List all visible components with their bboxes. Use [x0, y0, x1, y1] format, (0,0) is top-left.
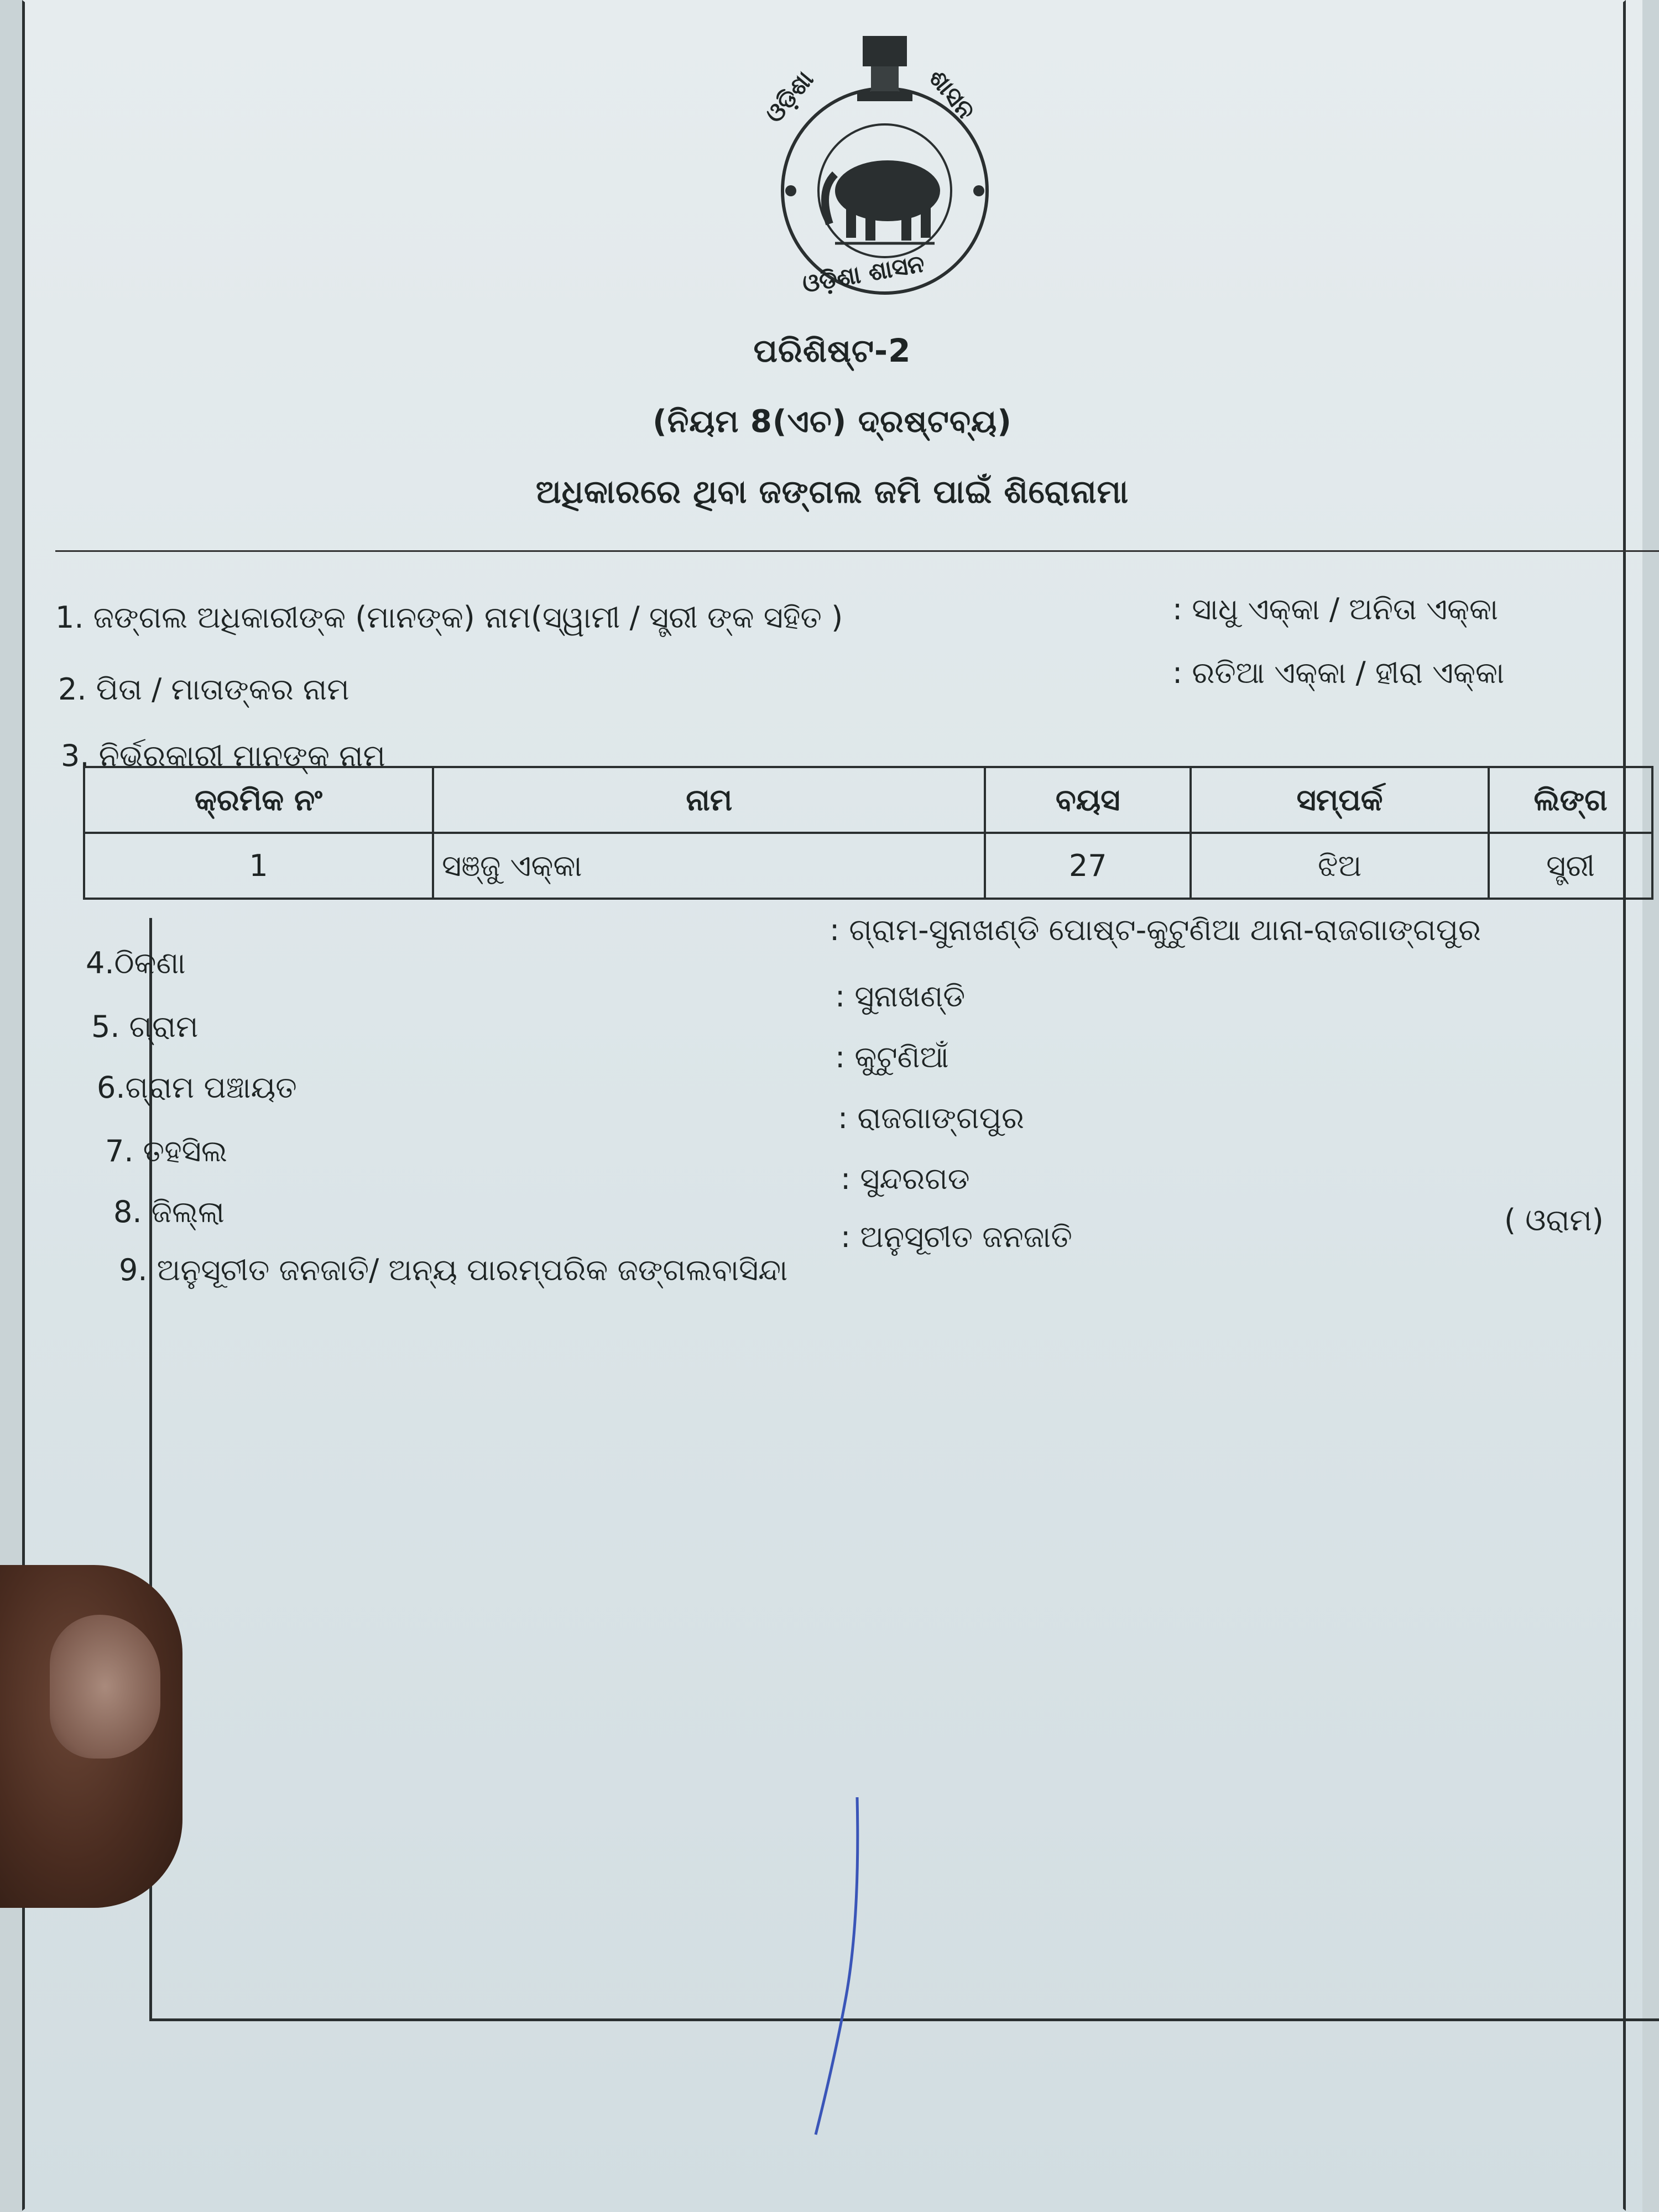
bottom-border	[149, 2018, 1659, 2021]
holders-label: 1. ଜଙ୍ଗଲ ଅଧିକାରୀଙ୍କ (ମାନଙ୍କ) ନାମ(ସ୍ୱାମୀ / ସ୍ତ୍ରୀ ଙ୍କ ସହିତ )	[55, 600, 843, 635]
dependents-label: 3. ନିର୍ଭରକାରୀ ମାନଙ୍କ ନାମ	[61, 738, 385, 773]
col-header-serial: କ୍ରମିକ ନଂ	[84, 767, 433, 833]
tribe-note: ( ଓରାମ)	[1504, 1203, 1604, 1238]
thumbnail	[50, 1615, 160, 1759]
village-value: : ସୁନାଖଣ୍ଡି	[835, 979, 966, 1014]
district-label: 8. ଜିଲ୍ଲା	[113, 1194, 225, 1229]
address-value: : ଗ୍ରାମ-ସୁନାଖଣ୍ଡି ପୋଷ୍ଟ-କୁଟୁଣିଆ ଥାନା-ରାଜଗାଙ୍ଗପୁର	[830, 912, 1481, 947]
table-row	[84, 833, 1652, 899]
cell-age: 27	[985, 833, 1191, 899]
cell-gender: ସ୍ତ୍ରୀ	[1489, 833, 1652, 899]
rule-reference: (ନିୟମ 8(ଏଚ) ଦ୍ରଷ୍ଟବ୍ୟ)	[653, 404, 1012, 440]
annexure-heading: ପରିଶିଷ୍ଟ-2	[753, 332, 911, 369]
table-header-row	[84, 767, 1652, 833]
parents-value: : ରତିଆ ଏକ୍କା / ହୀରା ଏକ୍କା	[1172, 655, 1505, 690]
cell-serial: 1	[84, 833, 433, 899]
pen-mark	[807, 1797, 874, 2140]
emblem-text-bottom: ଓଡ଼ିଶା ଶାସନ	[800, 249, 927, 299]
dependents-table	[83, 766, 1653, 900]
parents-label: 2. ପିତା / ମାତାଙ୍କର ନାମ	[58, 672, 349, 707]
cell-name: ସଞ୍ଜୁ ଏକ୍କା	[433, 833, 985, 899]
tehsil-label: 7. ତହସିଲ	[105, 1134, 227, 1168]
col-header-name: ନାମ	[433, 767, 985, 833]
panchayat-label: 6.ଗ୍ରାମ ପଞ୍ଚାୟତ	[97, 1070, 297, 1105]
category-value: : ଅନୁସୂଚୀତ ଜନଜାତି	[841, 1219, 1072, 1254]
col-header-age: ବୟସ	[985, 767, 1191, 833]
holders-value: : ସାଧୁ ଏକ୍କା / ଅନିତା ଏକ୍କା	[1172, 592, 1499, 627]
emblem-text-top-right: ଶାସନ	[922, 64, 981, 125]
col-header-relation: ସମ୍ପର୍କ	[1191, 767, 1489, 833]
document-page	[22, 0, 1642, 2212]
panchayat-value: : କୁଟୁଣିଆଁ	[835, 1040, 949, 1074]
address-label: 4.ଠିକଣା	[86, 946, 186, 980]
cell-relation: ଝିଅ	[1191, 833, 1489, 899]
district-value: : ସୁନ୍ଦରଗଡ	[841, 1161, 970, 1196]
emblem-text-top-left: ଓଡ଼ିଶା	[760, 65, 820, 129]
document-title: ଅଧିକାରରେ ଥିବା ଜଙ୍ଗଲ ଜମି ପାଇଁ ଶିରୋନାମା	[535, 473, 1129, 510]
tehsil-value: : ରାଜଗାଙ୍ଗପୁର	[838, 1100, 1024, 1135]
header-divider	[55, 550, 1659, 552]
category-label: 9. ଅନୁସୂଚୀତ ଜନଜାତି/ ଅନ୍ୟ ପାରମ୍ପରିକ ଜଙ୍ଗଲବାସିନ୍ଦା	[119, 1253, 788, 1287]
village-label: 5. ଗ୍ରାମ	[91, 1009, 199, 1044]
col-header-gender: ଲିଙ୍ଗ	[1489, 767, 1652, 833]
